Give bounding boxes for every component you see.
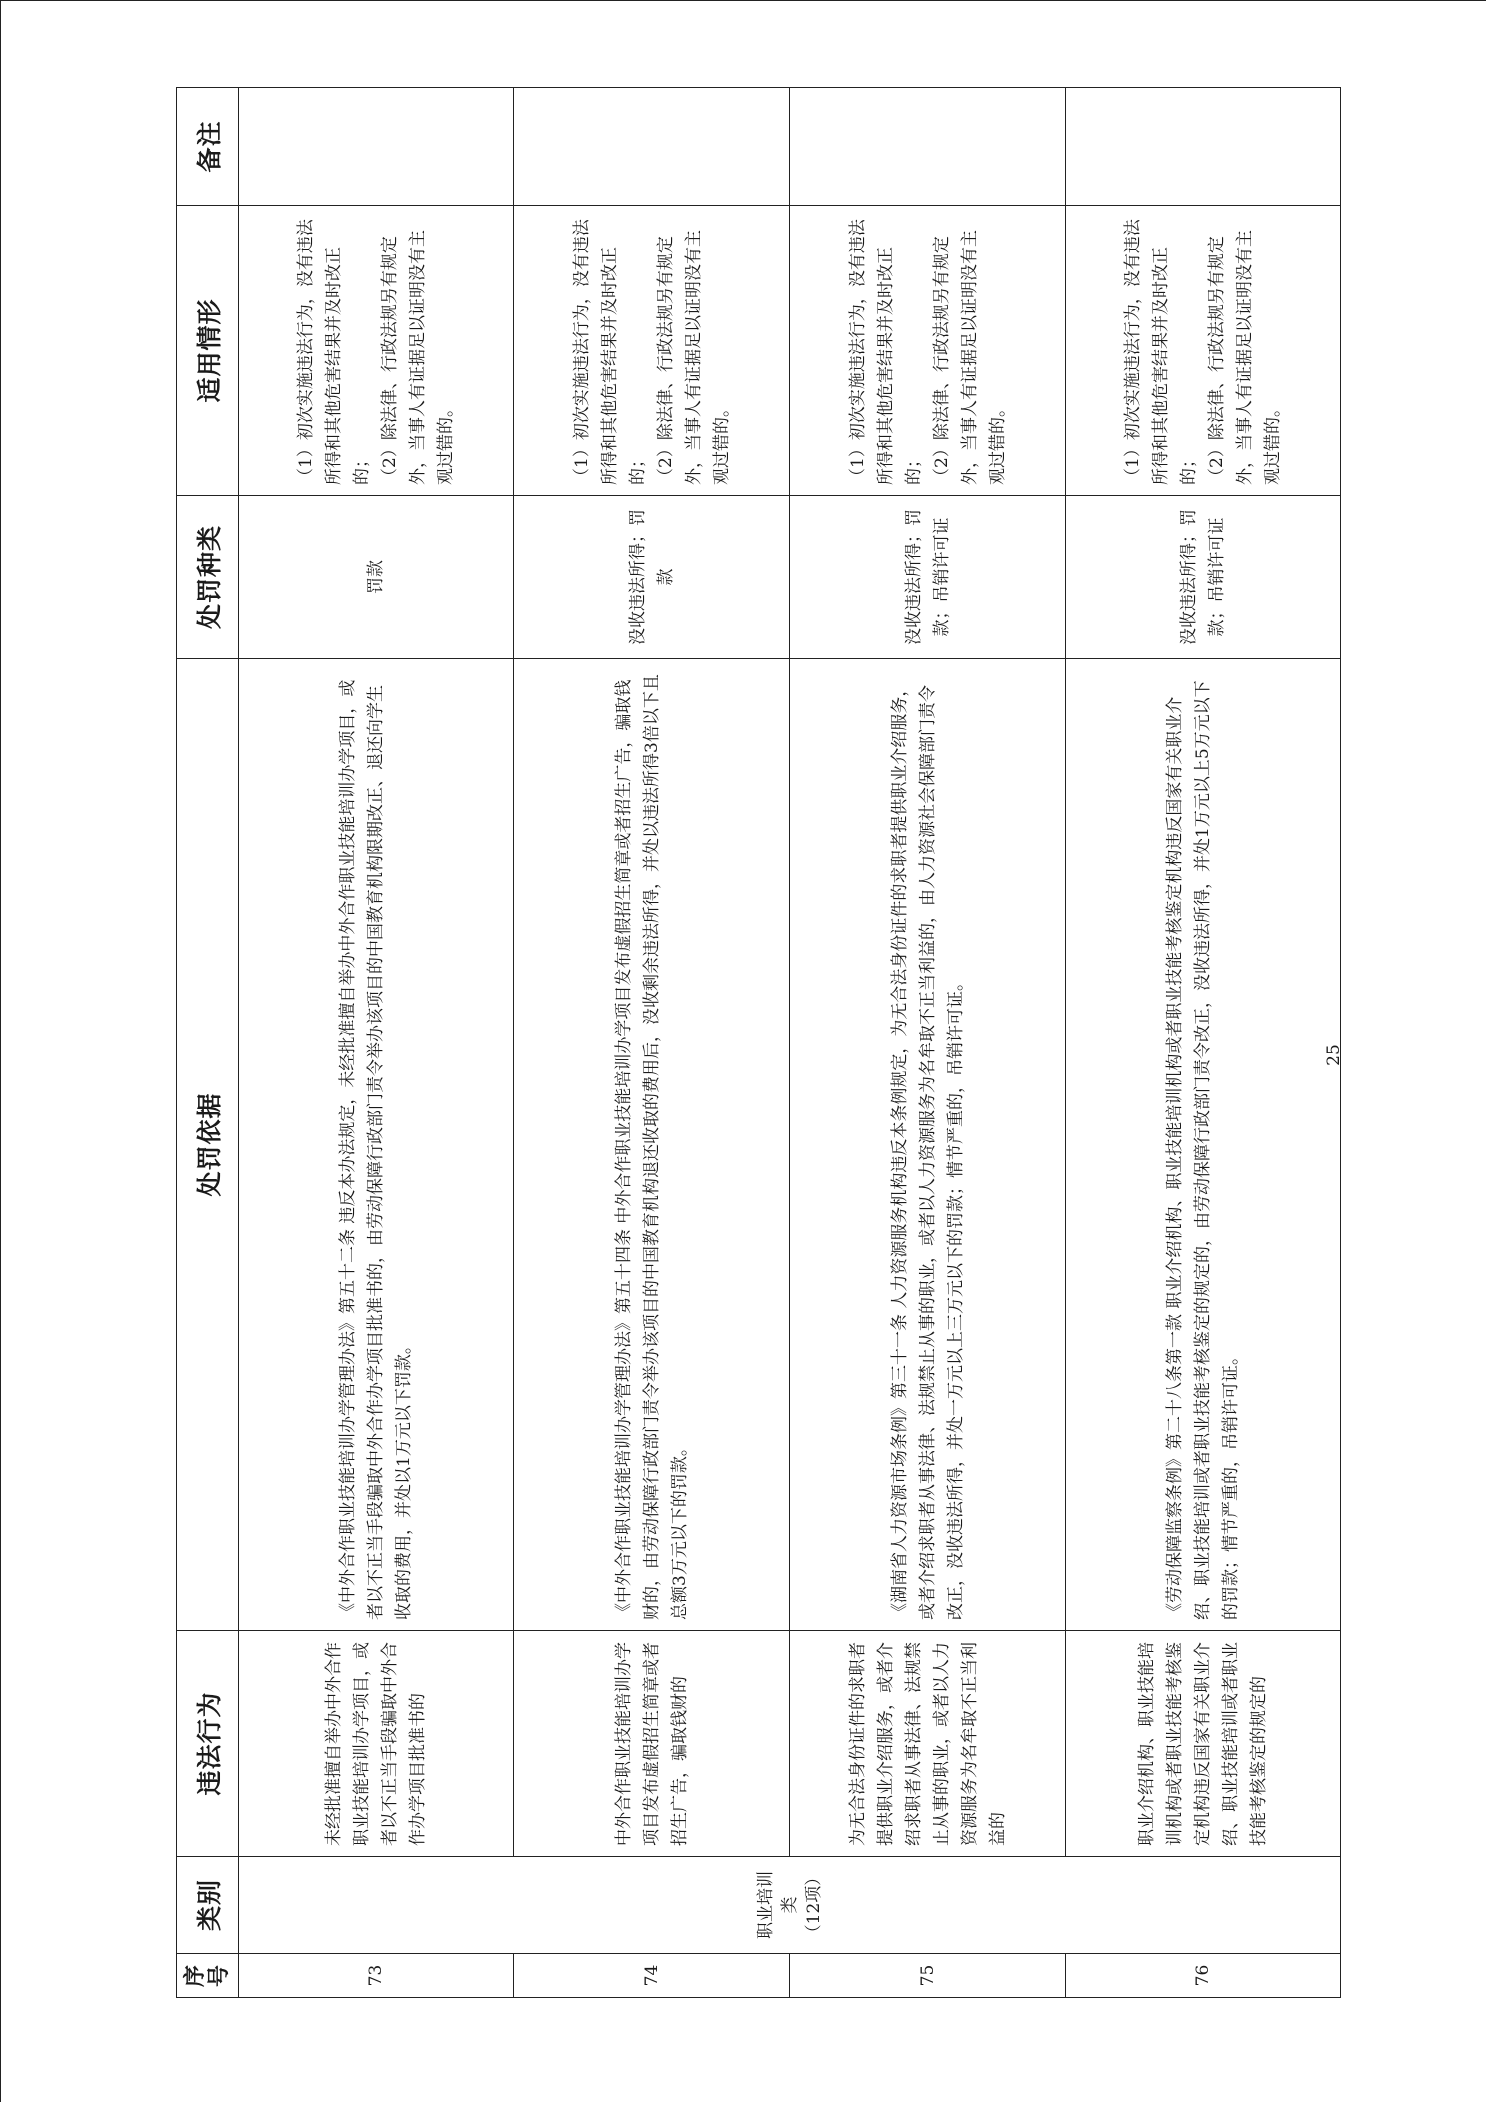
row-violation: 职业介绍机构、职业技能培训机构或者职业技能考核鉴定机构违反国家有关职业介绍、职业技能培训或者职业技能考核鉴定的规定的 [1066,1631,1341,1857]
row-seq: 74 [514,1954,790,1998]
category-line: 类 [779,1896,800,1914]
row-basis: 《中外合作职业技能培训办学管理办法》第五十二条 违反本办法规定，未经批准擅自举办中外合作职业技能培训办学项目，或者以不正当手段骗取中外合作办学项目批准书的，由劳动保障行政部门责令举办该项目的中国教育机构限期改正、退还向学生收取的费用，并处以1万元以下罚款。 [239,659,514,1631]
row-circumstances: （1）初次实施违法行为，没有违法所得和其他危害结果并及时改正的； （2）除法律、行政法规另有规定外，当事人有证据足以证明没有主观过错的。 [239,206,514,496]
row-remarks [1066,88,1341,206]
row-penalty-type: 没收违法所得；罚款 [514,496,790,659]
row-penalty-type: 没收违法所得；罚款；吊销许可证 [790,496,1066,659]
row-seq: 73 [239,1954,514,1998]
header-violation: 违法行为 [177,1631,239,1857]
row-violation: 中外合作职业技能培训办学项目发布虚假招生简章或者招生广告，骗取钱财的 [514,1631,790,1857]
table-row [1066,88,1341,1998]
table-row [514,88,790,1998]
category-line: （12项） [803,1868,824,1942]
row-remarks [239,88,514,206]
row-remarks [514,88,790,206]
header-basis: 处罚依据 [177,659,239,1631]
header-seq: 序号 [177,1954,239,1998]
row-violation: 为无合法身份证件的求职者提供职业介绍服务，或者介绍求职者从事法律、法规禁止从事的职业，或者以人力资源服务为名牟取不正当利益的 [790,1631,1066,1857]
row-circumstances: （1）初次实施违法行为，没有违法所得和其他危害结果并及时改正的； （2）除法律、行政法规另有规定外，当事人有证据足以证明没有主观过错的。 [790,206,1066,496]
table-header-row [177,88,239,1998]
table-row [790,88,1066,1998]
header-category: 类别 [177,1857,239,1954]
row-basis: 《湖南省人力资源市场条例》第三十一条 人力资源服务机构违反本条例规定，为无合法身份证件的求职者提供职业介绍服务，或者介绍求职者从事法律、法规禁止从事的职业，或者以人力资源服务为名牟取不正当利益的，由人力资源社会保障部门责令改正，没收违法所得，并处一万元以上三万元以下的罚款；情节严重的，吊销许可证。 [790,659,1066,1631]
category-line: 职业培训 [755,1871,776,1939]
row-penalty-type: 罚款 [239,496,514,659]
row-violation: 未经批准擅自举办中外合作职业技能培训办学项目，或者以不正当手段骗取中外合作办学项目批准书的 [239,1631,514,1857]
row-seq: 75 [790,1954,1066,1998]
row-penalty-type: 没收违法所得；罚款；吊销许可证 [1066,496,1341,659]
header-remarks: 备注 [177,88,239,206]
table-row [239,88,514,1998]
page-number: 25 [1324,1044,1344,1066]
header-penalty-type: 处罚种类 [177,496,239,659]
header-circumstances: 适用情形 [177,206,239,496]
row-basis: 《劳动保障监察条例》第二十八条第一款 职业介绍机构、职业技能培训机构或者职业技能考核鉴定机构违反国家有关职业介绍、职业技能培训或者职业技能考核鉴定的规定的，由劳动保障行政部门责令改正，没收违法所得，并处1万元以上5万元以下的罚款；情节严重的，吊销许可证。 [1066,659,1341,1631]
row-remarks [790,88,1066,206]
row-circumstances: （1）初次实施违法行为，没有违法所得和其他危害结果并及时改正的； （2）除法律、行政法规另有规定外，当事人有证据足以证明没有主观过错的。 [1066,206,1341,496]
category-cell [239,1857,1341,1954]
penalty-table [176,87,1341,1998]
row-seq: 76 [1066,1954,1341,1998]
rotated-page [176,88,1340,1998]
row-basis: 《中外合作职业技能培训办学管理办法》第五十四条 中外合作职业技能培训办学项目发布虚假招生简章或者招生广告，骗取钱财的，由劳动保障行政部门责令举办该项目的中国教育机构退还收取的费用后，没收剩余违法所得，并处以违法所得3倍以下且总额3万元以下的罚款。 [514,659,790,1631]
row-circumstances: （1）初次实施违法行为，没有违法所得和其他危害结果并及时改正的； （2）除法律、行政法规另有规定外，当事人有证据足以证明没有主观过错的。 [514,206,790,496]
